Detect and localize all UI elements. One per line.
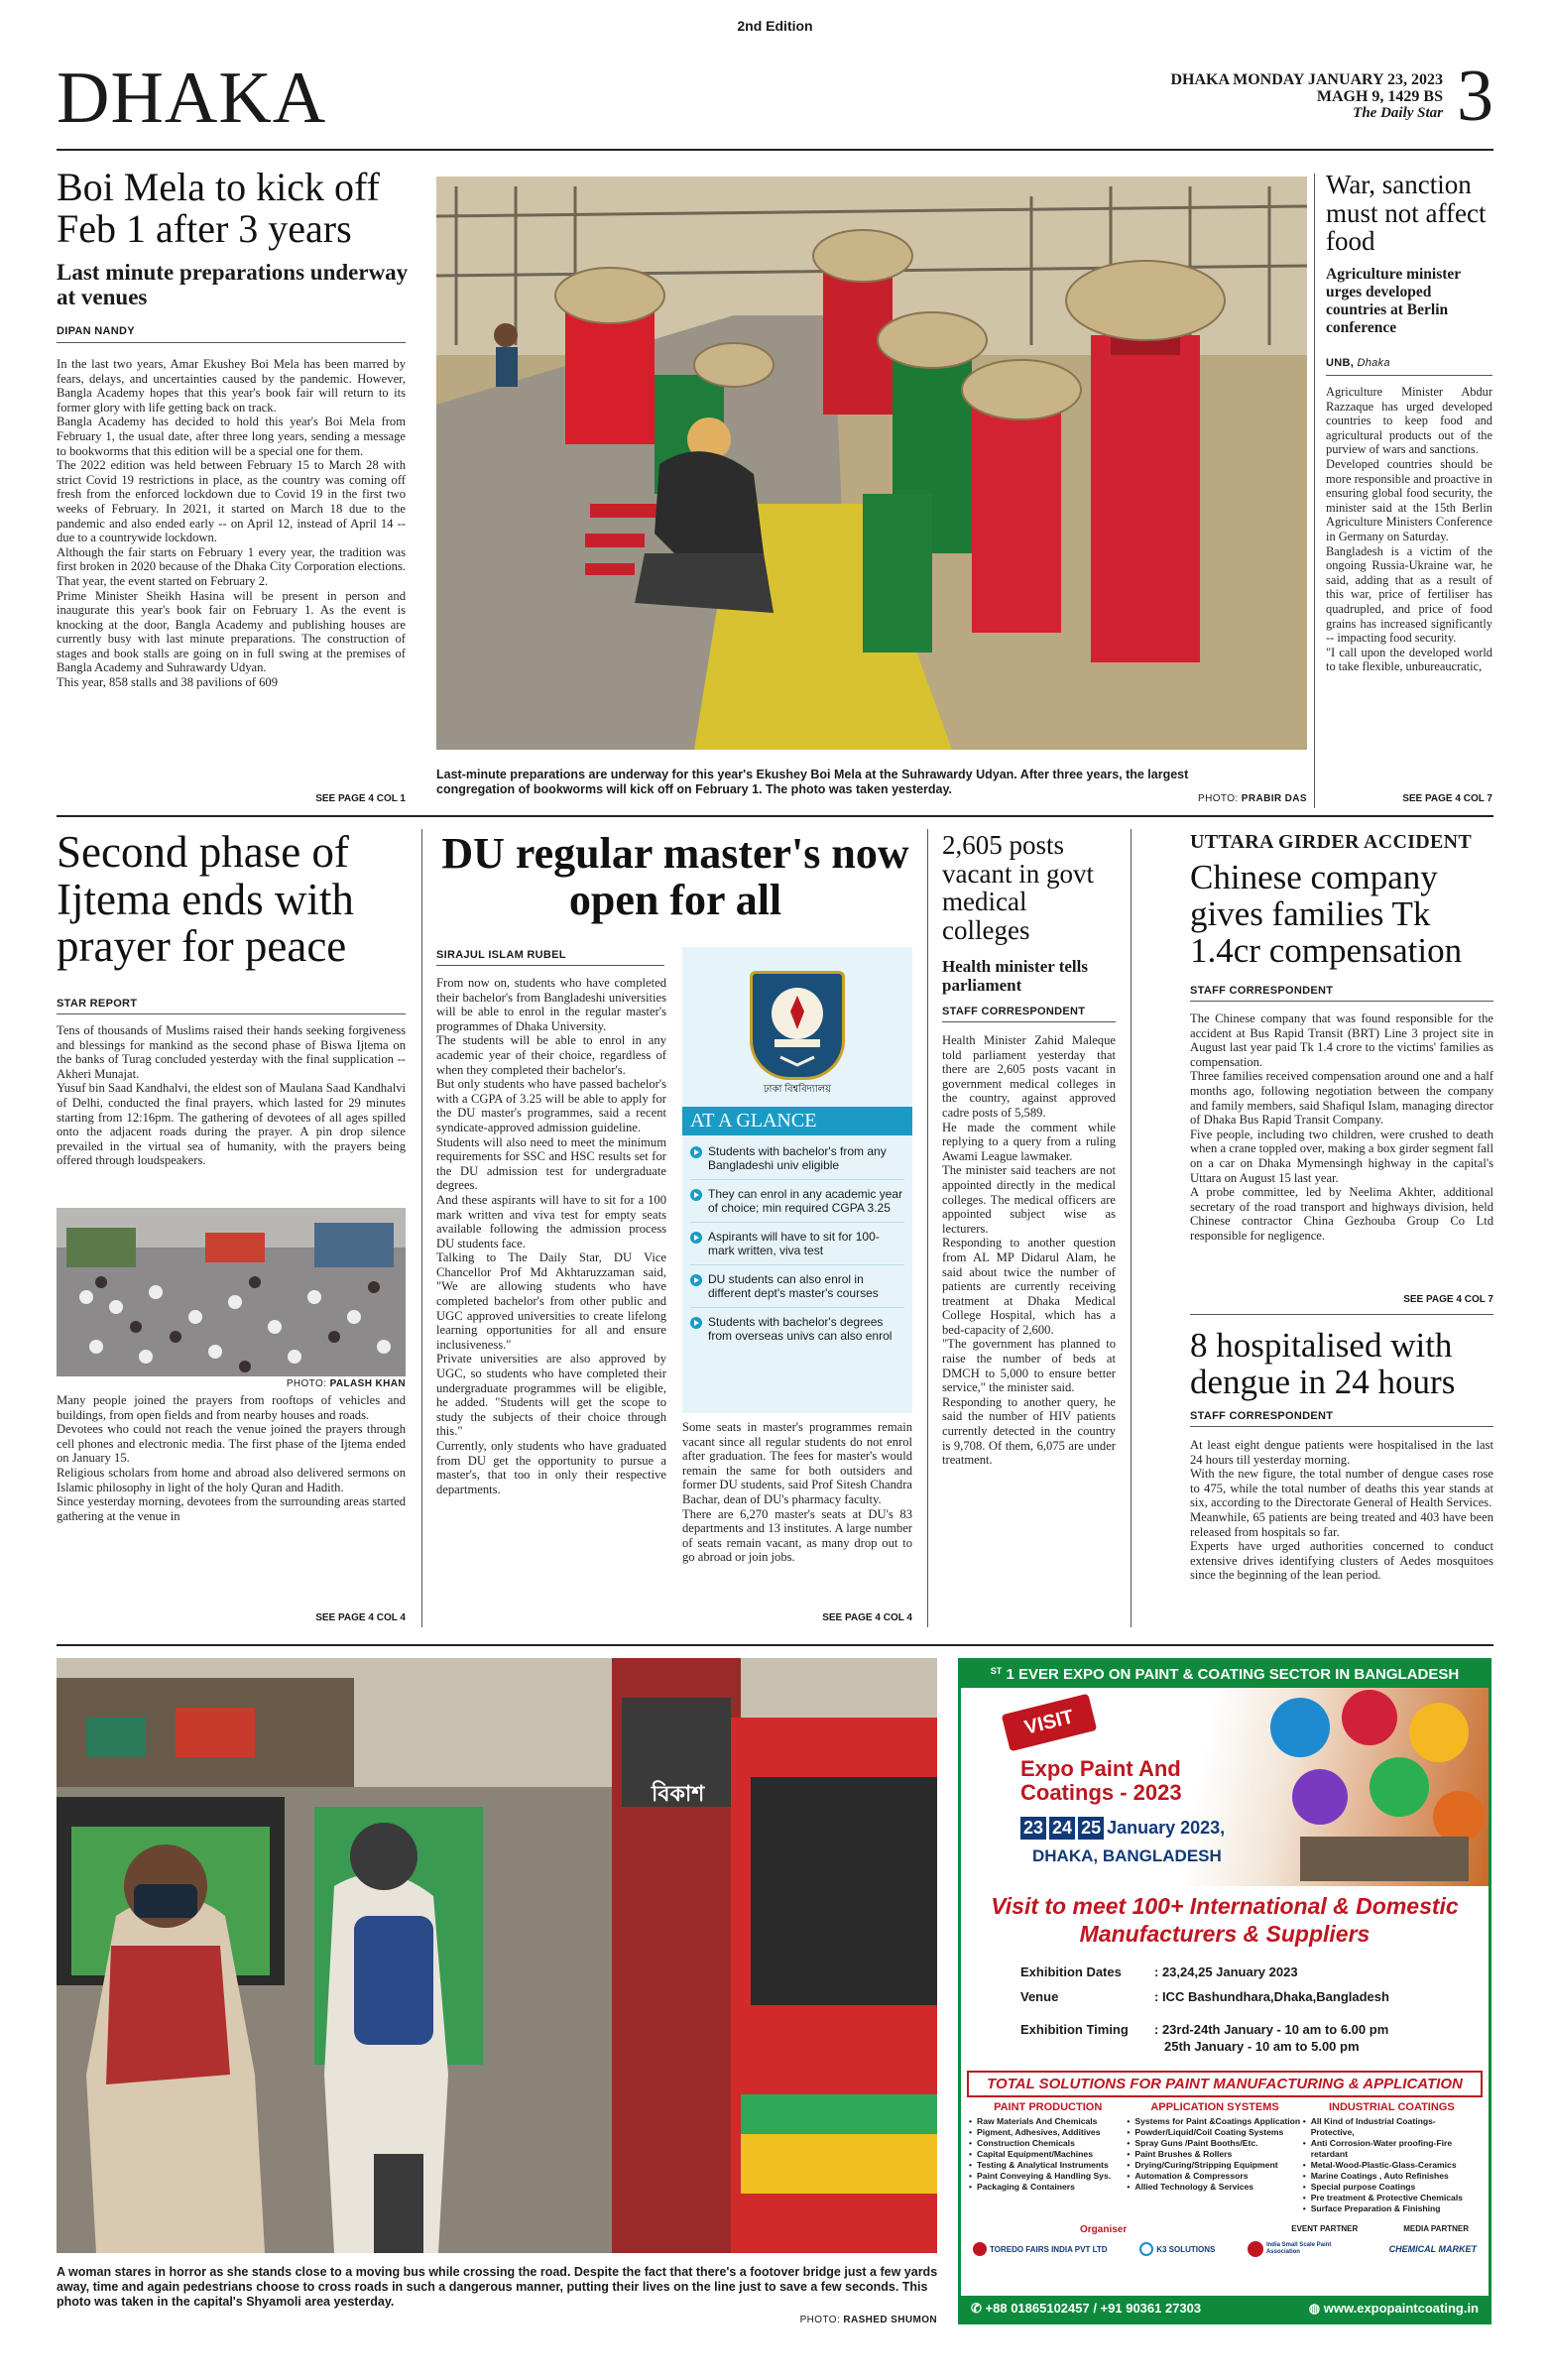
ad-web-text: www.expopaintcoating.in <box>1323 2301 1479 2316</box>
byline-place: Dhaka <box>1357 357 1390 369</box>
ad-detail-label <box>1020 2038 1164 2055</box>
ad-item: • Raw Materials And Chemicals <box>969 2116 1127 2127</box>
bus-photo-credit <box>694 2315 937 2325</box>
du-byline: SIRAJUL ISLAM RUBEL <box>436 949 566 961</box>
boi-mela-photo <box>436 177 1307 750</box>
posts-headline[interactable]: 2,605 posts vacant in govt medical colleges <box>942 830 1094 945</box>
ad-day: 23 <box>1020 1817 1046 1840</box>
ad-event-partner-label: EVENT PARTNER <box>1291 2224 1359 2233</box>
ad-org1: TOREDO FAIRS INDIA PVT LTD <box>990 2244 1108 2254</box>
byline-rule <box>1190 1001 1493 1002</box>
byline-rule <box>57 342 406 343</box>
girder-kicker: UTTARA GIRDER ACCIDENT <box>1190 831 1473 853</box>
posts-subhead: Health minister tells parliament <box>942 957 1088 995</box>
boi-mela-subhead: Last minute preparations underway at venues <box>57 260 409 310</box>
ad-item: • Special purpose Coatings <box>1303 2182 1481 2193</box>
ijtema-byline: STAR REPORT <box>57 998 138 1010</box>
war-sanction-body: Agriculture Minister Abdur Razzaque has urged developed countries to keep food and agricultural products out of the purview of wars and sanctions. Developed countries should be more responsible and proactive in ensuring global food security, the minister said at the 15th Berlin Agriculture Ministers Conference in Germany on Saturday. Bangladesh is a victim of the ongoing Russia-Ukraine war, he said, adding that as a result of this war, price of fertiliser has quadrupled, and price of food grains has increased significantly -- impacting food security. "I call upon the developed world to take flexible, unbureaucratic, <box>1326 385 1492 674</box>
glance-item <box>690 1180 904 1223</box>
ad-item: • Spray Guns /Paint Booths/Etc. <box>1127 2138 1302 2149</box>
du-body-continued: Some seats in master's programmes remain vacant since all regular students do not enrol after graduation. The fees for master's would remain the same for both outsiders and former DU students, said Prof Sitesh Chandra Bachar, dean of DU's pharmacy faculty. There are 6,270 master's seats at DU's 83 departments and 13 institutes. A large number of seats remain vacant, as many drop out to go abroad or join jobs. <box>682 1420 912 1565</box>
column-divider <box>927 829 928 1627</box>
war-sanction-jump[interactable]: SEE PAGE 4 COL 7 <box>1402 793 1492 804</box>
credit-name: PRABIR DAS <box>1241 793 1307 804</box>
ad-solutions: TOTAL SOLUTIONS FOR PAINT MANUFACTURING & APPLICATION <box>967 2071 1483 2097</box>
toredo-logo-icon <box>973 2242 987 2256</box>
ijtema-photo-image <box>57 1208 406 1376</box>
ad-contact-text: +88 01865102457 / +91 90361 27303 <box>985 2301 1202 2316</box>
ad-item: • Capital Equipment/Machines <box>969 2149 1127 2160</box>
ad-detail-row <box>1020 2021 1489 2038</box>
expo-ad[interactable] <box>958 1658 1491 2324</box>
ad-partner-logos <box>961 2235 1489 2257</box>
ijtema-credit <box>57 1378 406 1389</box>
arrow-bullet-icon <box>690 1232 702 1244</box>
ad-day: 25 <box>1078 1817 1104 1840</box>
ad-item: • Paint Brushes & Rollers <box>1127 2149 1302 2160</box>
ad-partner-logo <box>1248 2241 1357 2257</box>
war-sanction-headline[interactable]: War, sanction must not affect food <box>1326 170 1487 257</box>
ad-detail-row <box>1020 2038 1489 2055</box>
ijtema-photo <box>57 1208 406 1376</box>
arrow-bullet-icon <box>690 1189 702 1201</box>
credit-name: PALASH KHAN <box>329 1378 406 1389</box>
ad-column-title: APPLICATION SYSTEMS <box>1150 2101 1279 2113</box>
dengue-body: At least eight dengue patients were hospitalised in the last 24 hours till yesterday morning. With the new figure, the total number of dengue cases rose to 475, while the total number of deaths this year stands at six, according to the Directorate General of Health Services. Meanwhile, 65 patients are being treated and 403 have been released from hospitals so far. Experts have urged authorities concerned to conduct extensive drives identifying clusters of Aedes mosquitoes since the beginning of the lean period. <box>1190 1438 1493 1583</box>
ad-media-logo: CHEMICAL MARKET <box>1388 2244 1477 2254</box>
ad-place: DHAKA, BANGLADESH <box>1032 1846 1222 1865</box>
credit-label: PHOTO: <box>799 2315 841 2325</box>
ad-columns <box>961 2097 1489 2214</box>
glance-header: AT A GLANCE <box>682 1107 912 1135</box>
bangla-date: MAGH 9, 1429 BS <box>1316 88 1443 105</box>
posts-byline: STAFF CORRESPONDENT <box>942 1006 1086 1017</box>
ad-tagline-line1: Visit to meet 100+ International & Domestic <box>991 1893 1459 1919</box>
ad-title-line2: Coatings - 2023 <box>1020 1780 1182 1805</box>
glance-item <box>690 1223 904 1265</box>
glance-text: Aspirants will have to sit for 100-mark written, viva test <box>708 1230 880 1257</box>
boi-mela-caption: Last-minute preparations are underway for this year's Ekushey Boi Mela at the Suhrawardy Udyan. After three years, the largest congregation of bookworms will kick off on February 1. The photo was taken yesterday. <box>436 768 1189 796</box>
byline-rule <box>436 965 664 966</box>
ad-item: • Powder/Liquid/Coil Coating Systems <box>1127 2127 1302 2138</box>
ad-item: • Allied Technology & Services <box>1127 2182 1302 2193</box>
ad-org3: India Small Scale Paint Association <box>1265 2242 1332 2255</box>
ad-item: • Systems for Paint &Coatings Application <box>1127 2116 1302 2127</box>
ad-footer <box>961 2296 1489 2321</box>
dengue-byline: STAFF CORRESPONDENT <box>1190 1410 1334 1422</box>
ad-item: • Drying/Curing/Stripping Equipment <box>1127 2160 1302 2171</box>
ad-tagline <box>961 1892 1489 1948</box>
byline-rule <box>1190 1426 1493 1427</box>
girder-headline[interactable]: Chinese company gives families Tk 1.4cr compensation <box>1190 858 1463 971</box>
ijtema-body-top: Tens of thousands of Muslims raised their hands seeking forgiveness and blessings for mankind as the second phase of Biswa Ijtema on the banks of Turag concluded yesterday with the final supplication -- Akheri Munajat. Yusuf bin Saad Kandhalvi, the eldest son of Maulana Saad Kandhalvi of Delhi, conducted the final prayers, which lasted for 29 minutes starting from 12:16pm. The gathering of devotees of all ages spilled onto the adjacent roads during the prayer. A pin drop silence prevailed in the virtual sea of humanity, with the prayers being offered through loudspeakers. <box>57 1023 406 1168</box>
ad-item: • Pigment, Adhesives, Additives <box>969 2127 1127 2138</box>
posts-body: Health Minister Zahid Maleque told parliament yesterday that there are 2,605 posts vacant in government medical colleges in the country, against approved cadre posts of 5,589. He made the comment while replying to a query from a ruling Awami League lawmaker. The minister said teachers are not appointed directly in the medical colleges. The medical officers are appointed subject wise as lecturers. Responding to another question from AL MP Didarul Alam, he said about twice the number of patients are currently receiving treatment at Dhaka Medical College Hospital, which has a bed-capacity of 2,600. "The government has planned to raise the number of beds at DMCH to 5,000 to ensure better service," the minister said. Responding to another query, he said the number of HIV patients currently detected in the country is 9,708. Of them, 6,075 are under treatment. <box>942 1033 1116 1468</box>
glance-text: They can enrol in any academic year of choice; min required CGPA 3.25 <box>708 1187 903 1215</box>
masthead-rule <box>57 149 1493 151</box>
ad-item: • Paint Conveying & Handling Sys. <box>969 2171 1127 2182</box>
ad-item: • Pre treatment & Protective Chemicals <box>1303 2193 1481 2203</box>
bus-photo <box>57 1658 937 2253</box>
at-a-glance-box <box>682 947 912 1413</box>
du-headline[interactable]: DU regular master's now open for all <box>441 829 909 924</box>
ad-media-partner-label: MEDIA PARTNER <box>1403 2224 1469 2233</box>
dengue-headline[interactable]: 8 hospitalised with dengue in 24 hours <box>1190 1326 1456 1402</box>
war-sanction-byline <box>1326 357 1390 369</box>
du-jump[interactable]: SEE PAGE 4 COL 4 <box>822 1612 912 1623</box>
ijtema-headline[interactable]: Second phase of Ijtema ends with prayer for peace <box>57 827 354 972</box>
glance-text: DU students can also enrol in different dept's master's courses <box>708 1272 879 1300</box>
ad-detail-label: Venue <box>1020 1989 1059 2004</box>
ad-item: • Anti Corrosion-Water proofing-Fire retardant <box>1303 2138 1481 2160</box>
column-divider <box>1131 829 1132 1627</box>
bus-photo-caption: A woman stares in horror as she stands close to a moving bus while crossing the road. Despite the fact that there's a footover bridge just a few yards away, time and again pedestrians choose to cross roads in such a dangerous manner, putting their lives on the line just to save a few seconds. This photo was taken in the capital's Shyamoli area yesterday. <box>57 2265 938 2309</box>
ad-contact[interactable] <box>971 2301 1201 2317</box>
ad-banner-text: 1 EVER EXPO ON PAINT & COATING SECTOR IN BANGLADESH <box>1006 1666 1460 1683</box>
ad-detail-label: Exhibition Timing <box>1020 2022 1129 2037</box>
ad-detail-row <box>1020 1988 1489 2005</box>
boi-mela-byline: DIPAN NANDY <box>57 325 135 337</box>
ad-org2: K3 SOLUTIONS <box>1156 2244 1216 2254</box>
ispa-logo-icon <box>1248 2241 1263 2257</box>
section-rule <box>57 815 1493 817</box>
ad-item: • Automation & Compressors <box>1127 2171 1302 2182</box>
du-logo-text: ঢাকা বিশ্ববিদ্যালয় <box>763 1084 832 1095</box>
ad-column <box>1303 2101 1481 2214</box>
ad-web[interactable] <box>1309 2301 1479 2317</box>
credit-name: RASHED SHUMON <box>843 2315 937 2325</box>
du-body: From now on, students who have completed their bachelor's from Bangladeshi universities will be able to enrol in the regular master's programmes of Dhaka University. The students will be able to enrol in any academic year of their choice, regardless of when they completed their bachelor's. But only students who have passed bachelor's with a CGPA of 3.25 will be able to apply for the DU master's programmes, said a recent syndicate-approved admission guideline. Students will also need to meet the minimum requirements for SSC and HSC results set for the DU admission test for undergraduate degrees. And these aspirants will have to sit for a 100 mark written and viva test for empty seats available following the admission process DU students face. Talking to The Daily Star, DU Vice Chancellor Prof Md Akhtaruzzaman said, "We are allowing students who have completed bachelor's from other public and UGC approved universities to create lifelong learning opportunities for all and ensure inclusiveness." Private universities are also approved by UGC, so students who have completed their undergraduate programmes will be eligible, he added. "Students will get the scope to study the subjects of their choice through this." Currently, only students who have graduated from DU get the opportunity to pursue a master's, that too in only their respective departments. <box>436 976 666 1496</box>
arrow-bullet-icon <box>690 1274 702 1286</box>
ad-k3-logo <box>1139 2242 1215 2256</box>
girder-body: The Chinese company that was found responsible for the accident at Bus Rapid Transit (BRT) Line 3 project site in August last year paid Tk 1.4 crore to the victims' families as compensation. Three families received compensation around one and a half months ago, following negotiation between the company and family members, said Shafiqul Islam, managing director of Dhaka Bus Rapid Transit Company. Five people, including two children, were crushed to death when a crane toppled over, making a box girder segment fall on a car on Dhaka Mymensingh highway in the capital's Uttara on August 15 last year. A probe committee, led by Neelima Akhter, additional secretary of the road transport and highways division, held Chinese contractor China Gezhouba Group Co Ltd responsible for negligence. <box>1190 1012 1493 1243</box>
boi-mela-body: In the last two years, Amar Ekushey Boi Mela has been marred by fears, delays, and uncertainties caused by the pandemic. However, Bangla Academy hopes that this year's book fair will return to its former glory with life getting back on track. Bangla Academy has decided to hold this year's Boi Mela from February 1, the usual date, after three long years, sending a message to bookworms that this edition will be a special one for them. The 2022 edition was held between February 15 to March 28 with strict Covid 19 restrictions in place, as the country was coming off fresh from the enforced lockdown due to Covid 19 in the first two weeks of February. In 2021, it started on March 18 due to the pandemic and also ended early -- on April 12, instead of April 14 -- due to a countrywide lockdown. Although the fair starts on February 1 every year, the tradition was first broken in 2020 because of the Dhaka City Corporation elections. That year, the event started on February 2. Prime Minister Sheikh Hasina will be present in person and inaugurate this year's book fair on February 1. As the event is knocking at the door, Bangla Academy and publishing houses are currently busy with last minute preparations. The construction of stages and book stalls are going on in full swing at the premises of Bangla Academy and Suhrawardy Udyan. This year, 858 stalls and 38 pavilions of 609 <box>57 357 406 690</box>
ad-column-title: PAINT PRODUCTION <box>994 2101 1103 2113</box>
story-divider <box>1190 1314 1493 1315</box>
arrow-bullet-icon <box>690 1317 702 1329</box>
glance-item <box>690 1308 904 1350</box>
du-logo <box>750 971 845 1080</box>
globe-icon: ◍ <box>1308 2301 1321 2316</box>
ad-column <box>969 2101 1127 2214</box>
ad-item: • Marine Coatings , Auto Refinishes <box>1303 2171 1481 2182</box>
ad-day: 24 <box>1049 1817 1075 1840</box>
date-text: DHAKA MONDAY JANUARY 23, 2023 <box>1170 71 1443 88</box>
bus-sign: বিকাশ <box>652 1782 705 1807</box>
boi-mela-credit <box>992 793 1307 804</box>
ad-detail-value: : 23rd-24th January - 10 am to 6.00 pm <box>1154 2022 1389 2037</box>
ad-date-month: January 2023, <box>1107 1818 1226 1838</box>
boi-mela-headline[interactable]: Boi Mela to kick off Feb 1 after 3 years <box>57 165 380 252</box>
ad-tagline-line2: Manufacturers & Suppliers <box>1079 1921 1371 1947</box>
byline-rule <box>1326 375 1492 376</box>
ad-item: • Surface Preparation & Finishing <box>1303 2203 1481 2214</box>
ad-organiser-label: Organiser <box>1080 2224 1128 2235</box>
paper-name: The Daily Star <box>1353 105 1443 121</box>
ijtema-body-bottom: Many people joined the prayers from rooftops of vehicles and buildings, from open fields and from nearby houses and roads. Devotees who could not reach the venue joined the prayers through cell phones and electronic media. The first phase of the Ijtema ended on January 15. Religious scholars from home and abroad also delivered sermons on Islamic philosophy in light of the holy Quran and Hadith. Since yesterday morning, devotees from the surrounding areas started gathering at the venue in <box>57 1393 406 1523</box>
ad-column-title: INDUSTRIAL COATINGS <box>1328 2101 1455 2113</box>
ad-detail-row <box>1020 1964 1489 1980</box>
ad-partner-labels <box>961 2214 1489 2235</box>
glance-item <box>690 1265 904 1308</box>
credit-label: PHOTO: <box>1198 793 1239 804</box>
ad-column <box>1127 2101 1302 2214</box>
section-masthead: DHAKA <box>57 58 327 139</box>
k3-logo-icon <box>1139 2242 1153 2256</box>
ad-item: • Metal-Wood-Plastic-Glass-Ceramics <box>1303 2160 1481 2171</box>
girder-byline: STAFF CORRESPONDENT <box>1190 985 1334 997</box>
ad-detail-value: : 23,24,25 January 2023 <box>1154 1964 1298 1979</box>
ad-banner <box>961 1661 1489 1688</box>
credit-label: PHOTO: <box>286 1378 327 1389</box>
byline-rule <box>942 1021 1116 1022</box>
glance-text: Students with bachelor's from any Bangladeshi univ eligible <box>708 1144 887 1172</box>
ad-details <box>1020 1964 1489 2055</box>
ad-hero <box>961 1688 1489 1886</box>
whatsapp-phone-icon: ✆ <box>971 2301 982 2316</box>
edition-label: 2nd Edition <box>737 18 813 34</box>
boi-mela-photo-image <box>436 177 1307 750</box>
ad-banner-sup: ST <box>990 1666 1003 1676</box>
boi-mela-jump[interactable]: SEE PAGE 4 COL 1 <box>315 793 406 804</box>
column-divider <box>1314 174 1315 808</box>
ad-organiser-logo <box>973 2242 1108 2256</box>
war-sanction-subhead: Agriculture minister urges developed countries at Berlin conference <box>1326 266 1461 336</box>
ad-detail-label: Exhibition Dates <box>1020 1964 1122 1979</box>
du-crest-icon <box>753 974 842 1077</box>
glance-item <box>690 1137 904 1180</box>
byline-agency: UNB, <box>1326 357 1355 369</box>
ad-item: • All Kind of Industrial Coatings- Protective, <box>1303 2116 1481 2138</box>
page-number: 3 <box>1457 56 1493 137</box>
section-rule <box>57 1644 1493 1646</box>
ad-visit-badge: VISIT <box>1002 1694 1098 1752</box>
girder-jump[interactable]: SEE PAGE 4 COL 7 <box>1403 1294 1493 1305</box>
ad-title-line1: Expo Paint And <box>1020 1756 1181 1781</box>
ad-detail-value: : ICC Bashundhara,Dhaka,Bangladesh <box>1154 1989 1389 2004</box>
bus-photo-image <box>57 1658 937 2253</box>
column-divider <box>421 829 422 1627</box>
ad-detail-value: 25th January - 10 am to 5.00 pm <box>1164 2039 1360 2054</box>
dateline <box>1170 71 1443 122</box>
paint-buckets-icon <box>1260 1688 1489 1886</box>
ijtema-jump[interactable]: SEE PAGE 4 COL 4 <box>315 1612 406 1623</box>
ad-dates <box>1020 1817 1225 1840</box>
arrow-bullet-icon <box>690 1146 702 1158</box>
ad-item: • Packaging & Containers <box>969 2182 1127 2193</box>
ad-title <box>1020 1757 1182 1805</box>
glance-text: Students with bachelor's degrees from overseas univs can also enrol <box>708 1315 893 1343</box>
ad-item: • Construction Chemicals <box>969 2138 1127 2149</box>
byline-rule <box>57 1013 406 1014</box>
ad-item: • Testing & Analytical Instruments <box>969 2160 1127 2171</box>
